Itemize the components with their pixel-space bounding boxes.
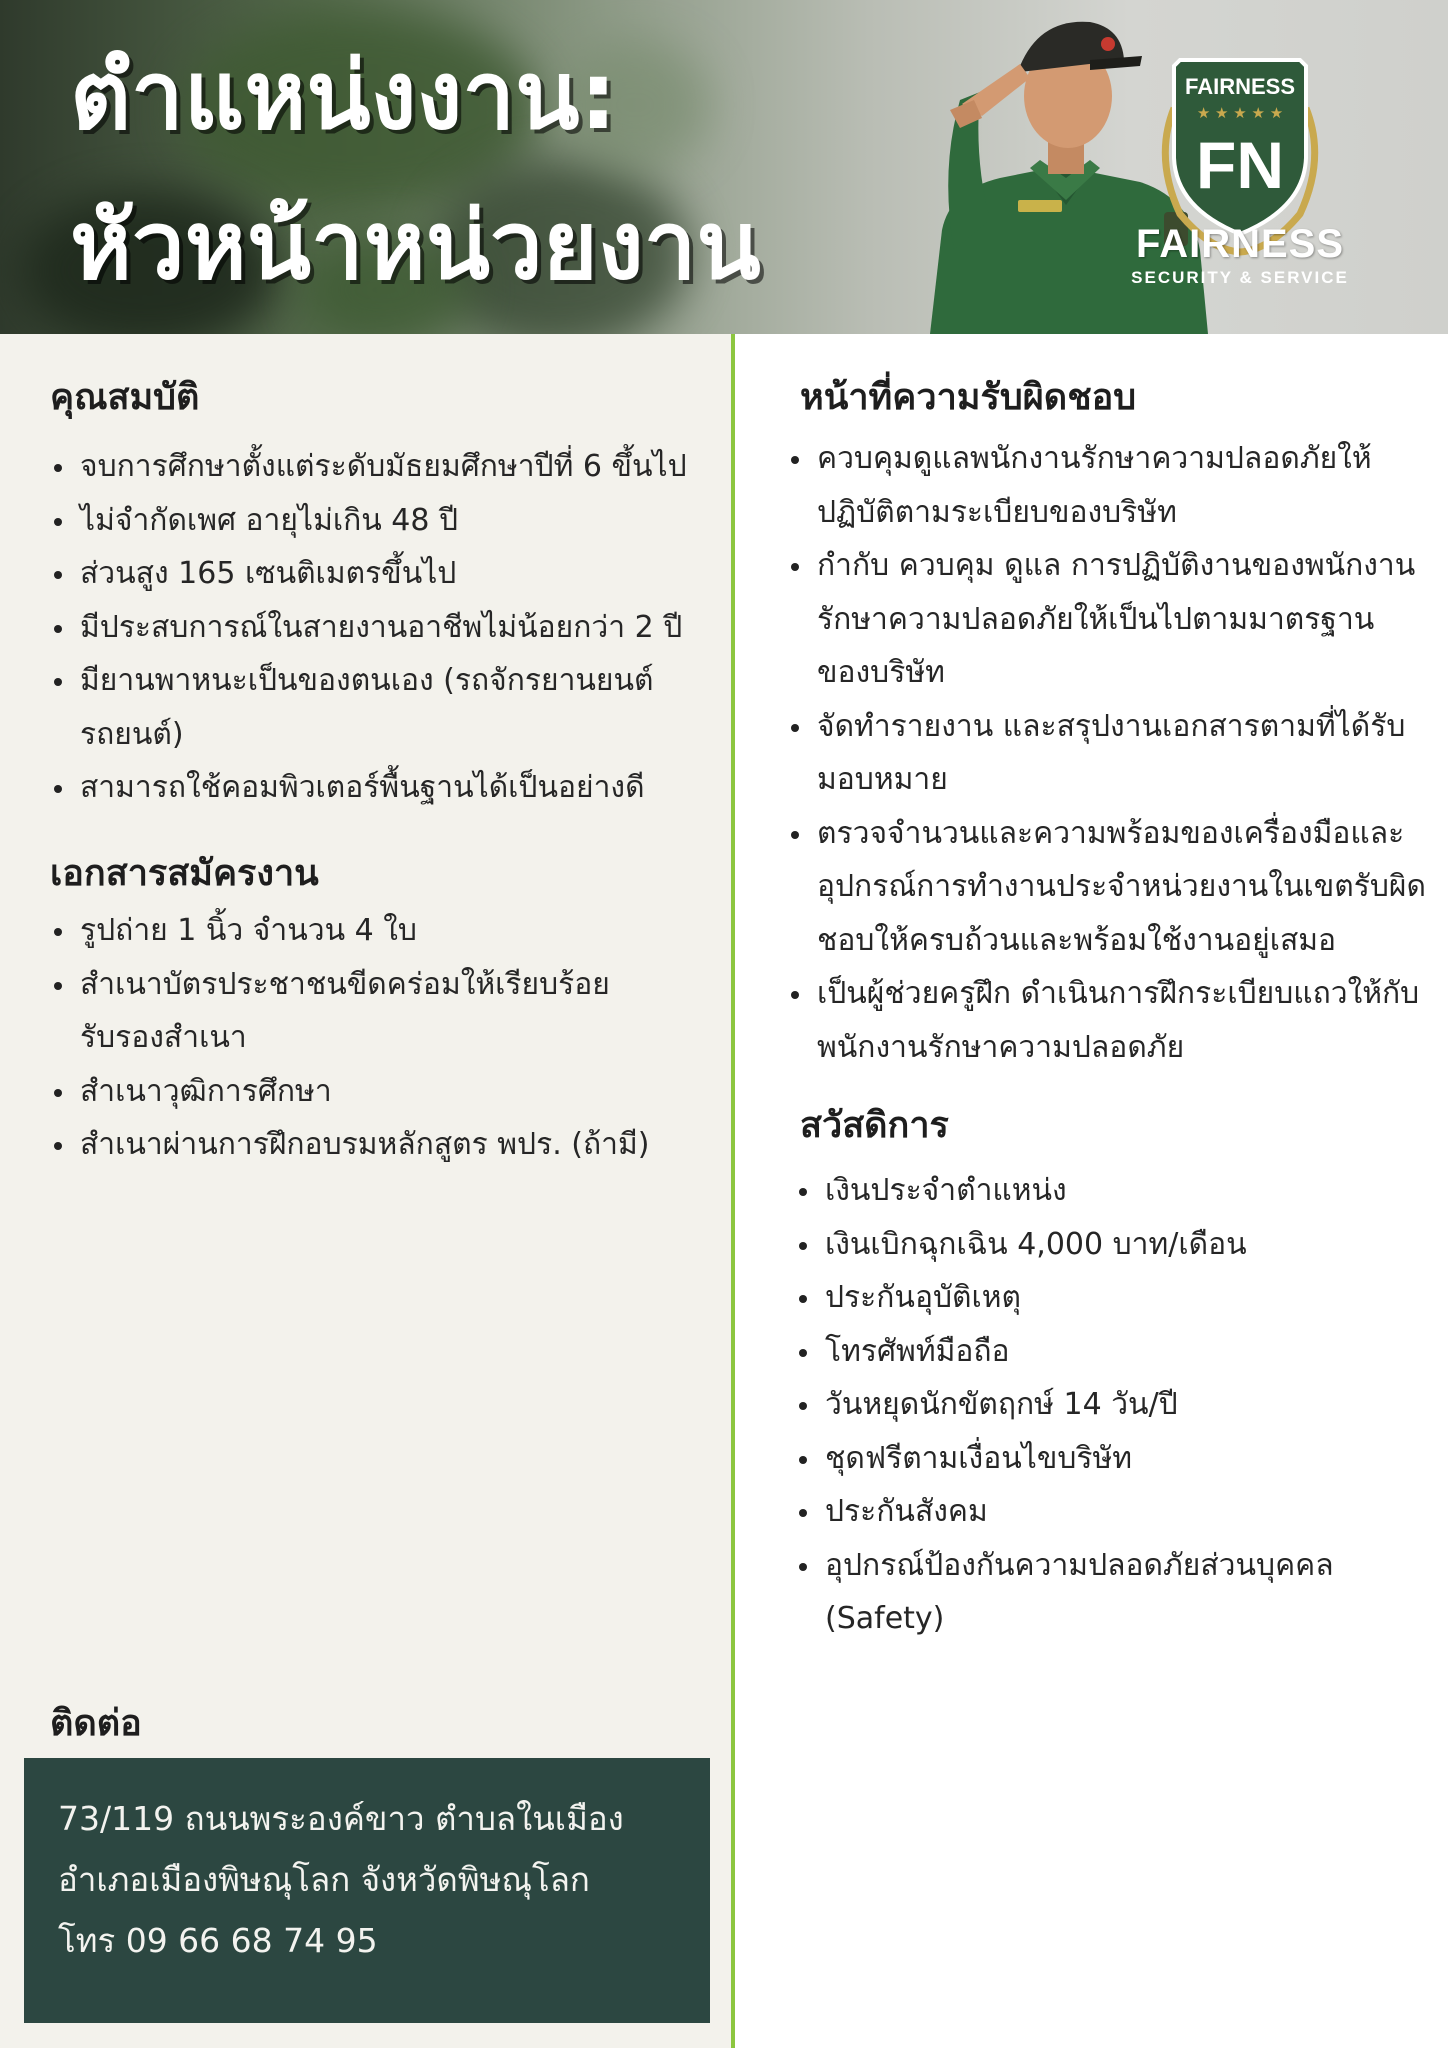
page-title-line2: หัวหน้าหน่วยงาน xyxy=(70,192,761,301)
documents-heading: เอกสารสมัครงาน xyxy=(50,853,319,894)
contact-address-line1: 73/119 ถนนพระองค์ขาว ตำบลในเมือง xyxy=(58,1799,624,1838)
list-item: กำกับ ควบคุม ดูแล การปฏิบัติงานของพนักงานรักษาความปลอดภัยให้เป็นไปตามมาตรฐานของบริษัท xyxy=(787,539,1427,700)
welfare-list xyxy=(795,1164,1425,1646)
list-item: จบการศึกษาตั้งแต่ระดับมัธยมศึกษาปีที่ 6 ขึ้นไป xyxy=(50,440,700,494)
list-item: ไม่จำกัดเพศ อายุไม่เกิน 48 ปี xyxy=(50,494,700,548)
qualifications-heading: คุณสมบัติ xyxy=(50,377,200,418)
list-item: สำเนาผ่านการฝึกอบรมหลักสูตร พปร. (ถ้ามี) xyxy=(50,1118,700,1172)
list-item: สำเนาวุฒิการศึกษา xyxy=(50,1065,700,1119)
logo-initials: FN xyxy=(1196,128,1284,202)
qualifications-list xyxy=(50,440,700,815)
left-column xyxy=(0,334,731,2048)
list-item: เงินประจำตำแหน่ง xyxy=(795,1164,1425,1218)
welfare-heading: สวัสดิการ xyxy=(800,1105,949,1146)
contact-address-line2: อำเภอเมืองพิษณุโลก จังหวัดพิษณุโลก xyxy=(58,1860,590,1899)
list-item: จัดทำรายงาน และสรุปงานเอกสารตามที่ได้รับมอบหมาย xyxy=(787,700,1427,807)
list-item: วันหยุดนักขัตฤกษ์ 14 วัน/ปี xyxy=(795,1378,1425,1432)
list-item: ส่วนสูง 165 เซนติเมตรขึ้นไป xyxy=(50,547,700,601)
list-item: อุปกรณ์ป้องกันความปลอดภัยส่วนบุคคล (Safety) xyxy=(795,1539,1425,1646)
list-item: เงินเบิกฉุกเฉิน 4,000 บาท/เดือน xyxy=(795,1218,1425,1272)
contact-heading: ติดต่อ xyxy=(50,1703,142,1744)
right-column xyxy=(735,334,1448,2048)
list-item: มียานพาหนะเป็นของตนเอง (รถจักรยานยนต์ รถยนต์) xyxy=(50,654,700,761)
page-title-line1: ตำแหน่งงาน: xyxy=(70,42,618,151)
svg-text:★ ★ ★ ★ ★: ★ ★ ★ ★ ★ xyxy=(1196,104,1284,122)
list-item: ควบคุมดูแลพนักงานรักษาความปลอดภัยให้ปฏิบัติตามระเบียบของบริษัท xyxy=(787,432,1427,539)
duties-heading: หน้าที่ความรับผิดชอบ xyxy=(800,377,1137,418)
list-item: สามารถใช้คอมพิวเตอร์พื้นฐานได้เป็นอย่างดี xyxy=(50,761,700,815)
header-banner xyxy=(0,0,1448,334)
contact-phone: โทร 09 66 68 74 95 xyxy=(58,1921,378,1960)
duties-list xyxy=(787,432,1427,1074)
list-item: มีประสบการณ์ในสายงานอาชีพไม่น้อยกว่า 2 ปี xyxy=(50,601,700,655)
documents-list xyxy=(50,904,700,1172)
list-item: โทรศัพท์มือถือ xyxy=(795,1325,1425,1379)
list-item: ชุดฟรีตามเงื่อนไขบริษัท xyxy=(795,1432,1425,1486)
logo-wordmark: FAIRNESS xyxy=(1135,222,1345,266)
logo-top-text: FAIRNESS xyxy=(1184,74,1296,99)
list-item: ตรวจจำนวนและความพร้อมของเครื่องมือและอุปกรณ์การทำงานประจำหน่วยงานในเขตรับผิดชอบให้ครบถ้วนและพร้อมใช้งานอยู่เสมอ xyxy=(787,807,1427,968)
contact-box xyxy=(24,1758,710,2023)
list-item: ประกันสังคม xyxy=(795,1485,1425,1539)
logo-tagline: SECURITY & SERVICE xyxy=(1131,268,1349,287)
list-item: ประกันอุบัติเหตุ xyxy=(795,1271,1425,1325)
list-item: รูปถ่าย 1 นิ้ว จำนวน 4 ใบ xyxy=(50,904,700,958)
list-item: เป็นผู้ช่วยครูฝึก ดำเนินการฝึกระเบียบแถวให้กับพนักงานรักษาความปลอดภัย xyxy=(787,967,1427,1074)
list-item: สำเนาบัตรประชาชนขีดคร่อมให้เรียบร้อย รับรองสำเนา xyxy=(50,958,700,1065)
